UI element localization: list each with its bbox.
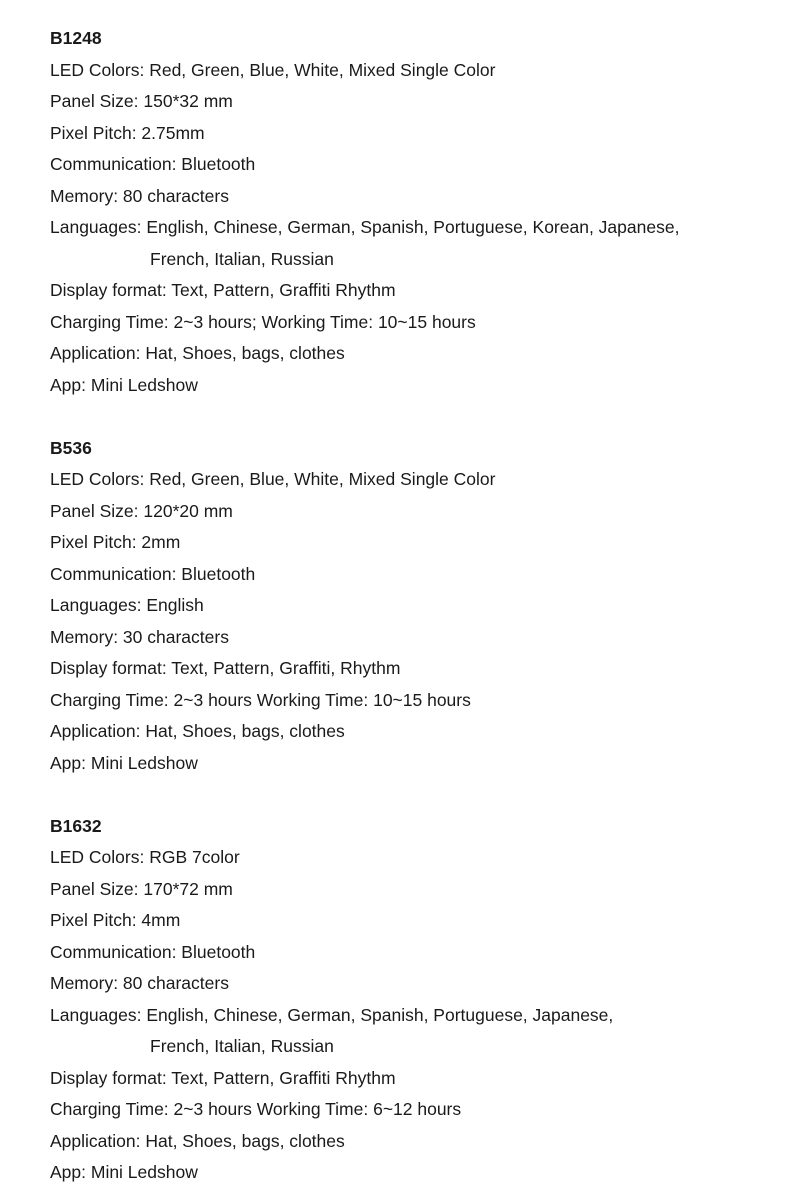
product-spec-b1632 xyxy=(50,811,800,1189)
spec-app: App: Mini Ledshow xyxy=(50,1162,198,1182)
spec-communication: Communication: Bluetooth xyxy=(50,563,256,584)
spec-pixel-pitch: Pixel Pitch: 2.75mm xyxy=(50,122,205,143)
spec-panel-size: Panel Size: 170*72 mm xyxy=(50,878,233,899)
spec-communication: Communication: Bluetooth xyxy=(50,941,256,962)
spec-led-colors: LED Colors: Red, Green, Blue, White, Mixed Single Color xyxy=(50,59,496,80)
spec-panel-size: Panel Size: 120*20 mm xyxy=(50,500,233,521)
product-title: B536 xyxy=(50,437,92,458)
spec-display-format: Display format: Text, Pattern, Graffiti, Rhythm xyxy=(50,658,401,678)
spec-app: App: Mini Ledshow xyxy=(50,374,198,395)
spec-languages: Languages: English, Chinese, German, Spanish, Portuguese, Japanese, xyxy=(50,1004,614,1025)
spec-application: Application: Hat, Shoes, bags, clothes xyxy=(50,1130,345,1151)
spec-app: App: Mini Ledshow xyxy=(50,752,198,773)
section-gap xyxy=(50,401,800,433)
spec-languages-continued: French, Italian, Russian xyxy=(150,1036,334,1056)
spec-memory: Memory: 80 characters xyxy=(50,973,229,993)
spec-languages-continued: French, Italian, Russian xyxy=(150,248,334,269)
spec-led-colors: LED Colors: RGB 7color xyxy=(50,847,240,867)
spec-led-colors: LED Colors: Red, Green, Blue, White, Mixed Single Color xyxy=(50,469,496,489)
spec-display-format: Display format: Text, Pattern, Graffiti Rhythm xyxy=(50,1067,396,1088)
product-title: B1632 xyxy=(50,815,102,836)
product-title: B1248 xyxy=(50,28,102,48)
spec-application: Application: Hat, Shoes, bags, clothes xyxy=(50,721,345,741)
spec-charging-time: Charging Time: 2~3 hours; Working Time: 10~15 hours xyxy=(50,311,476,332)
spec-pixel-pitch: Pixel Pitch: 2mm xyxy=(50,532,181,552)
spec-panel-size: Panel Size: 150*32 mm xyxy=(50,91,233,111)
spec-memory: Memory: 30 characters xyxy=(50,626,229,647)
spec-charging-time: Charging Time: 2~3 hours Working Time: 10~15 hours xyxy=(50,689,471,710)
spec-languages: Languages: English xyxy=(50,595,204,615)
spec-communication: Communication: Bluetooth xyxy=(50,154,256,174)
spec-charging-time: Charging Time: 2~3 hours Working Time: 6~12 hours xyxy=(50,1099,462,1119)
product-spec-b1248 xyxy=(50,23,800,401)
spec-display-format: Display format: Text, Pattern, Graffiti Rhythm xyxy=(50,280,396,300)
spec-application: Application: Hat, Shoes, bags, clothes xyxy=(50,343,345,363)
product-spec-b536 xyxy=(50,433,800,780)
spec-pixel-pitch: Pixel Pitch: 4mm xyxy=(50,910,181,930)
spec-languages: Languages: English, Chinese, German, Spanish, Portuguese, Korean, Japanese, xyxy=(50,217,680,237)
section-gap xyxy=(50,779,800,811)
spec-memory: Memory: 80 characters xyxy=(50,185,229,206)
